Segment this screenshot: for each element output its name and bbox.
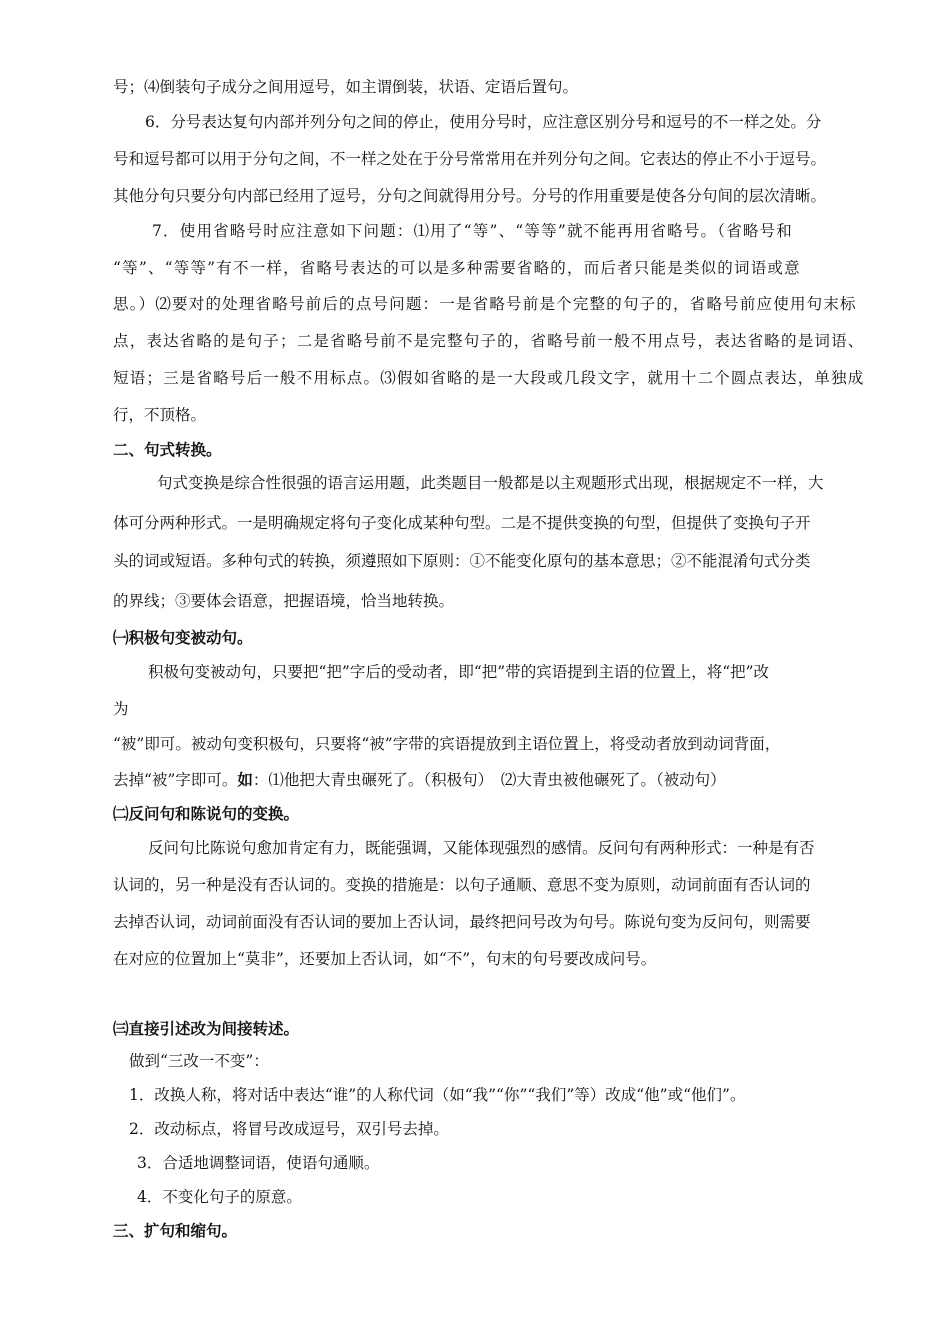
example-label: 如 bbox=[237, 771, 253, 789]
text-line: 号和逗号都可以用于分句之间，不一样之处在于分号常常用在并列分句之间。它表达的停止不小于逗号。 bbox=[113, 150, 827, 168]
subsection-heading: ㈡反问句和陈说句的变换。 bbox=[113, 805, 300, 823]
list-item: 4．不变化句子的原意。 bbox=[137, 1188, 302, 1206]
section-heading: 三、扩句和缩句。 bbox=[113, 1222, 238, 1240]
text-line: 短语；三是省略号后一般不用标点。⑶假如省略的是一大段或几段文字，就用十二个圆点表达，单独成 bbox=[113, 369, 865, 387]
text-line: 体可分两种形式。一是明确规定将句子变化成某种句型。二是不提供变换的句型，但提供了变换句子开 bbox=[113, 514, 811, 532]
example-line bbox=[113, 769, 726, 791]
text-line: 在对应的位置加上“莫非”，还要加上否认词，如“不”，句末的句号要改成问号。 bbox=[113, 950, 657, 968]
text-line: 认词的，另一种是没有否认词的。变换的措施是：以句子通顺、意思不变为原则，动词前面有否认词的 bbox=[113, 876, 811, 894]
list-item: 3．合适地调整词语，使语句通顺。 bbox=[137, 1154, 380, 1172]
text-line: 点，表达省略的是句子；二是省略号前不是完整句子的，省略号前一般不用点号，表达省略的是词语、 bbox=[113, 332, 865, 350]
text-line: 句式变换是综合性很强的语言运用题，此类题目一般都是以主观题形式出现，根据规定不一样，大 bbox=[157, 474, 824, 492]
text-line: 积极句变被动句，只要把“把”字后的受动者，即“把”带的宾语提到主语的位置上，将“把”改 bbox=[148, 663, 770, 681]
text-line: 反问句比陈说句愈加肯定有力，既能强调，又能体现强烈的感情。反问句有两种形式：一种是有否 bbox=[148, 839, 815, 857]
text-line: “被”即可。被动句变积极句，只要将“被”字带的宾语提放到主语位置上，将受动者放到动词背面， bbox=[113, 735, 781, 753]
text-line: 的界线；③要体会语意，把握语境，恰当地转换。 bbox=[113, 592, 455, 610]
text-line: 其他分句只要分句内部已经用了逗号，分句之间就得用分号。分号的作用重要是使各分句间的层次清晰。 bbox=[113, 187, 827, 205]
list-item: 2．改动标点，将冒号改成逗号，双引号去掉。 bbox=[129, 1120, 449, 1138]
text-line: 号；⑷倒装句子成分之间用逗号，如主谓倒装，状语、定语后置句。 bbox=[113, 78, 579, 96]
subsection-heading: ㈠积极句变被动句。 bbox=[113, 629, 253, 647]
text-segment: 去掉“被”字即可。 bbox=[113, 771, 238, 789]
list-item: 1．改换人称，将对话中表达“谁”的人称代词（如“我”“你”“我们”等）改成“他”或“他们”。 bbox=[129, 1086, 746, 1104]
text-line: 7．使用省略号时应注意如下问题：⑴用了“等”、“等等”就不能再用省略号。（省略号和 bbox=[152, 222, 794, 240]
text-segment: ：⑴他把大青虫碾死了。（积极句） ⑵大青虫被他碾死了。（被动句） bbox=[252, 771, 726, 789]
text-line: 做到“三改一不变”： bbox=[129, 1052, 269, 1070]
text-line: 思。）⑵要对的处理省略号前后的点号问题：一是省略号前是个完整的句子的，省略号前应使用句末标 bbox=[113, 295, 857, 313]
section-heading: 二、句式转换。 bbox=[113, 441, 222, 459]
text-line: 6．分号表达复句内部并列分句之间的停止，使用分号时，应注意区别分号和逗号的不一样之处。分 bbox=[145, 113, 822, 131]
text-line: 去掉否认词，动词前面没有否认词的要加上否认词，最终把问号改为句号。陈说句变为反问句，则需要 bbox=[113, 913, 811, 931]
text-line: 为 bbox=[113, 700, 129, 718]
text-line: 头的词或短语。多种句式的转换，须遵照如下原则：①不能变化原句的基本意思；②不能混淆句式分类 bbox=[113, 552, 811, 570]
subsection-heading: ㈢直接引述改为间接转述。 bbox=[113, 1020, 300, 1038]
text-line: “等”、“等等”有不一样，省略号表达的可以是多种需要省略的，而后者只能是类似的词语或意 bbox=[113, 259, 801, 277]
text-line: 行，不顶格。 bbox=[113, 406, 207, 424]
